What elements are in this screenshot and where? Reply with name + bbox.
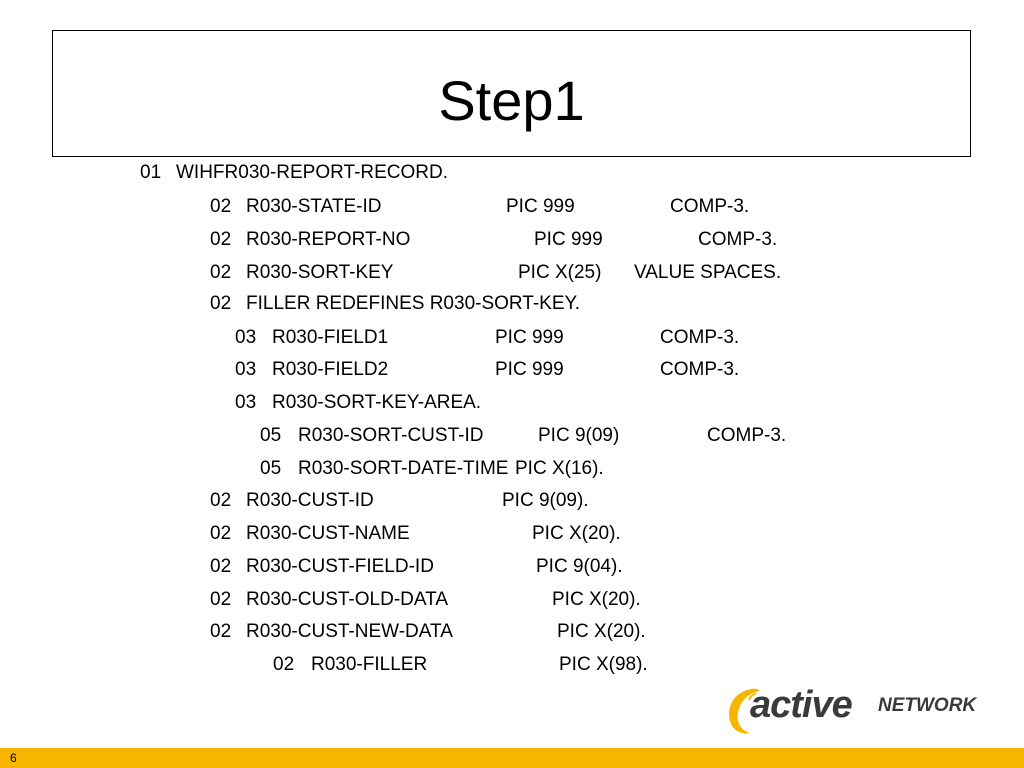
- field-name: R030-FIELD2: [272, 359, 389, 380]
- level-number: 02: [210, 556, 232, 577]
- pic-clause: PIC X(98).: [559, 654, 648, 675]
- pic-clause: PIC 9(04).: [536, 556, 623, 577]
- pic-clause: PIC 9(09): [538, 425, 620, 446]
- field-name: R030-CUST-NAME: [246, 523, 410, 544]
- page-number: 6: [10, 751, 17, 765]
- level-number: 05: [260, 425, 282, 446]
- pic-clause: PIC 999: [495, 359, 564, 380]
- field-name: R030-SORT-KEY-AREA.: [272, 392, 482, 413]
- logo-word-active: active: [750, 684, 852, 726]
- level-number: 01: [140, 162, 162, 183]
- level-number: 02: [210, 293, 232, 314]
- code-line: [210, 589, 641, 611]
- logo-word-network: NETWORK: [878, 695, 977, 716]
- code-line: [273, 654, 648, 676]
- pic-clause: PIC X(25): [518, 262, 602, 283]
- level-number: 02: [210, 490, 232, 511]
- level-number: 02: [210, 229, 232, 250]
- code-line: [210, 293, 581, 315]
- usage-clause: VALUE SPACES.: [634, 262, 782, 283]
- slide-title: Step1: [438, 69, 585, 132]
- level-number: 02: [210, 196, 232, 217]
- pic-clause: PIC 999: [506, 196, 575, 217]
- level-number: 02: [273, 654, 295, 675]
- field-name: R030-CUST-NEW-DATA: [246, 621, 453, 642]
- level-number: 03: [235, 327, 257, 348]
- level-number: 03: [235, 359, 257, 380]
- usage-clause: COMP-3.: [660, 327, 740, 348]
- level-number: 02: [210, 589, 232, 610]
- field-name: R030-SORT-KEY: [246, 262, 394, 283]
- code-line: [210, 621, 646, 643]
- code-line: [210, 556, 623, 578]
- usage-clause: COMP-3.: [660, 359, 740, 380]
- code-line: [210, 490, 589, 512]
- pic-clause: PIC 999: [495, 327, 564, 348]
- field-name: WIHFR030-REPORT-RECORD.: [176, 162, 449, 183]
- code-line: [210, 262, 782, 284]
- level-number: 02: [210, 262, 232, 283]
- usage-clause: COMP-3.: [707, 425, 787, 446]
- field-name: R030-FILLER: [311, 654, 428, 675]
- level-number: 02: [210, 523, 232, 544]
- field-name: R030-CUST-FIELD-ID: [246, 556, 434, 577]
- code-line: [235, 392, 482, 414]
- level-number: 05: [260, 458, 282, 479]
- pic-clause: PIC 999: [534, 229, 603, 250]
- level-number: 02: [210, 621, 232, 642]
- footer-bar: [0, 748, 1024, 768]
- field-name: R030-CUST-OLD-DATA: [246, 589, 448, 610]
- code-line: [210, 196, 750, 218]
- code-line: [260, 425, 787, 447]
- field-name: FILLER REDEFINES R030-SORT-KEY.: [246, 293, 581, 314]
- pic-clause: PIC 9(09).: [502, 490, 589, 511]
- code-line: [210, 229, 778, 251]
- field-name: R030-SORT-CUST-ID: [298, 425, 484, 446]
- pic-clause: PIC X(16).: [515, 458, 604, 479]
- usage-clause: COMP-3.: [698, 229, 778, 250]
- code-line: [140, 162, 449, 184]
- pic-clause: PIC X(20).: [552, 589, 641, 610]
- field-name: R030-SORT-DATE-TIME: [298, 458, 509, 479]
- level-number: 03: [235, 392, 257, 413]
- code-line: [210, 523, 621, 545]
- field-name: R030-FIELD1: [272, 327, 389, 348]
- pic-clause: PIC X(20).: [532, 523, 621, 544]
- code-line: [235, 359, 740, 381]
- field-name: R030-REPORT-NO: [246, 229, 411, 250]
- code-line: [260, 458, 604, 480]
- usage-clause: COMP-3.: [670, 196, 750, 217]
- pic-clause: PIC X(20).: [557, 621, 646, 642]
- code-line: [235, 327, 740, 349]
- field-name: R030-CUST-ID: [246, 490, 374, 511]
- active-network-logo: [722, 683, 992, 739]
- field-name: R030-STATE-ID: [246, 196, 382, 217]
